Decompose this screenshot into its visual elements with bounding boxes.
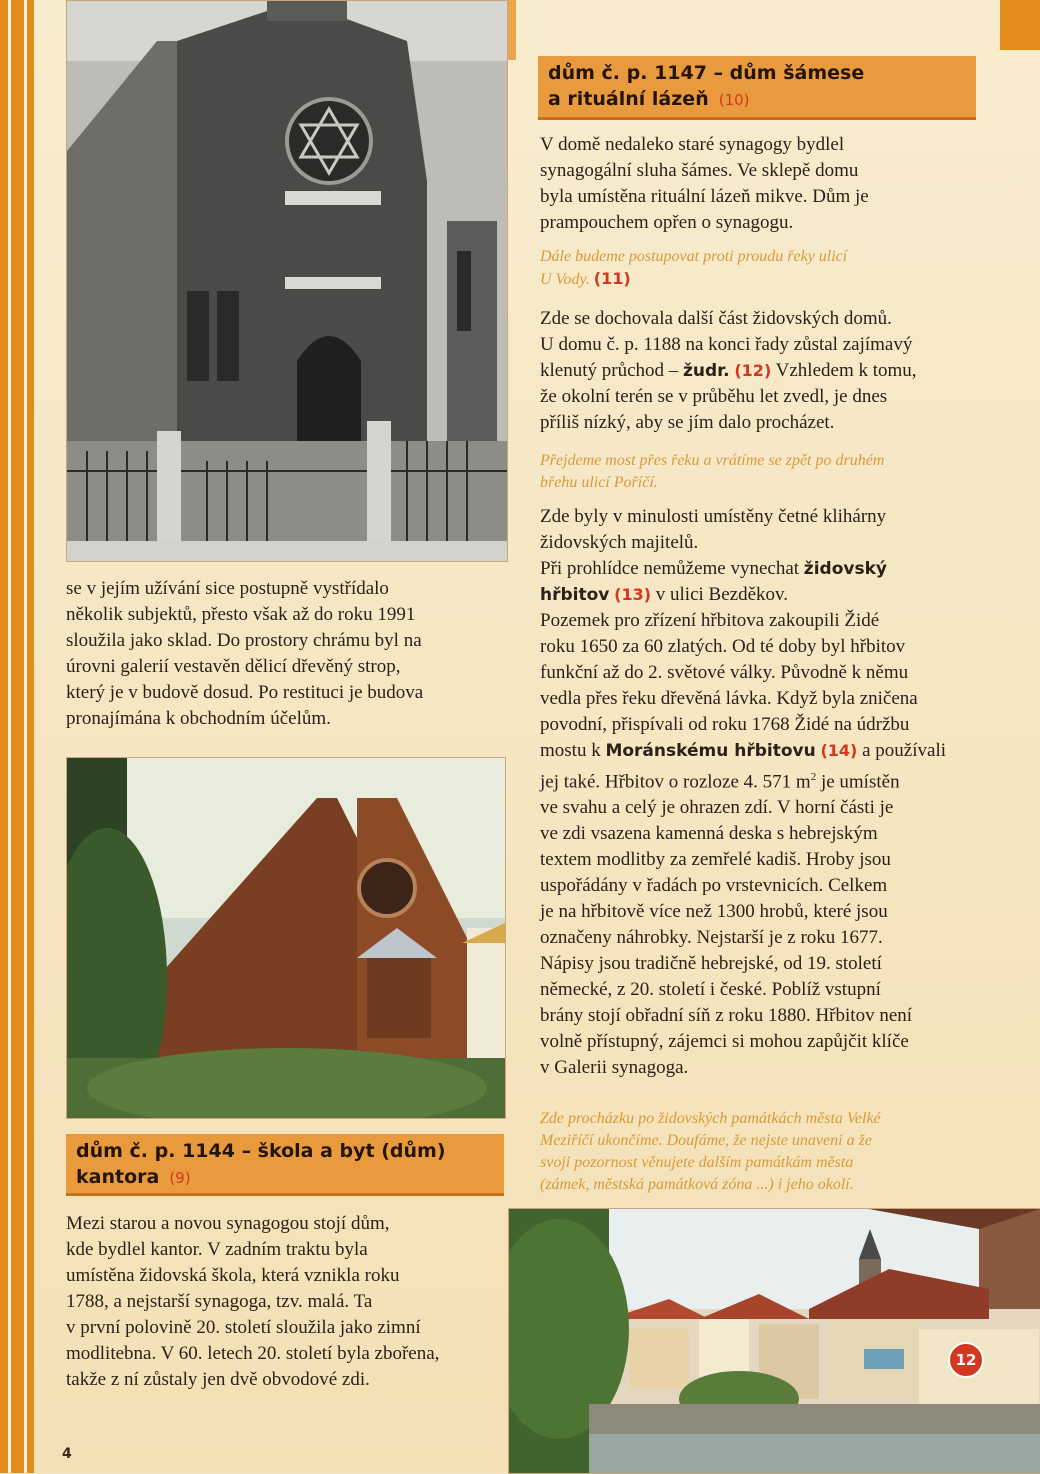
synagogue-usage-paragraph: [66, 576, 506, 732]
text-line: Mezi starou a novou synagogou stojí dům,: [66, 1213, 390, 1234]
bold-term: Moránskému hřbitovu: [605, 741, 816, 761]
bold-term: židovský: [803, 559, 887, 579]
text-line: německé, z 20. století i české. Poblíž vstupní: [540, 979, 881, 1001]
reference-number: (14): [820, 741, 858, 760]
text-line: [540, 358, 980, 384]
text-line: označeny náhrobky. Nejstarší je z roku 1677.: [540, 927, 883, 949]
page-number: 4: [62, 1446, 72, 1462]
text-line: [540, 764, 990, 795]
left-border-stripe: [0, 0, 34, 1473]
center-divider: [508, 0, 516, 60]
text-line: modlitebna. V 60. letech 20. století byla zbořena,: [66, 1343, 440, 1364]
heading-line-text: kantora: [76, 1166, 160, 1188]
top-right-accent: [1000, 0, 1040, 50]
route-note-end: [540, 1108, 990, 1196]
text-line: který je v budově dosud. Po restituci je budova: [66, 682, 424, 703]
text-line: židovských majitelů.: [540, 532, 699, 553]
text-fragment: jej také. Hřbitov o rozloze 4. 571 m: [540, 771, 811, 793]
text-line: několik subjektů, přesto však až do roku 1991: [66, 604, 416, 625]
heading-line: dům č. p. 1144 – škola a byt (dům): [76, 1140, 446, 1162]
note-line: (zámek, městská památková zóna ...) i jeho okolí.: [540, 1176, 854, 1193]
shames-paragraph: [540, 132, 980, 236]
text-line: pronajímána k obchodním účelům.: [66, 708, 331, 729]
text-line: brány stojí obřadní síň z roku 1880. Hřbitov není: [540, 1005, 913, 1027]
text-line: 1788, a nejstarší synagoga, tzv. malá. Ta: [66, 1291, 373, 1312]
superscript: 2: [810, 771, 817, 783]
note-line: břehu ulicí Poříčí.: [540, 474, 658, 491]
reference-number: (11): [593, 269, 631, 288]
text-line: příliš nízký, aby se jím dalo procházet.: [540, 412, 835, 433]
shames-house-heading: [538, 56, 976, 120]
text-fragment: v ulici Bezděkov.: [651, 584, 789, 605]
reference-number: (13): [614, 585, 652, 604]
text-line: Nápisy jsou tradičně hebrejské, od 19. století: [540, 953, 882, 975]
houses-paragraph: [540, 306, 980, 436]
reference-number: (12): [734, 361, 772, 380]
heading-line: [76, 1164, 494, 1191]
text-line: povodní, přispívali od roku 1768 Židé na údržbu: [540, 714, 910, 735]
text-line: v Galerii synagoga.: [540, 1057, 689, 1079]
reference-number: (10): [718, 91, 750, 109]
text-line: uspořádány v řadách po vrstevnicích. Celkem: [540, 875, 888, 897]
text-line: roku 1650 za 60 zlatých. Od té doby byl hřbitov: [540, 636, 906, 657]
reference-number: (9): [169, 1169, 191, 1187]
text-line: U domu č. p. 1188 na konci řady zůstal zajímavý: [540, 334, 913, 355]
text-line: textem modlitby za zemřelé kadiš. Hroby jsou: [540, 849, 891, 871]
heading-line: dům č. p. 1147 – dům šámese: [548, 62, 865, 84]
text-line: prampouchem opřen o synagogu.: [540, 212, 794, 233]
text-line: vedla přes řeku dřevěná lávka. Když byla zničena: [540, 688, 918, 709]
text-line: ve svahu a celý je ohrazen zdí. V horní části je: [540, 797, 894, 819]
text-line: [540, 582, 990, 608]
text-line: v první polovině 20. století sloužila jako zimní: [66, 1317, 421, 1338]
historic-synagogue-photo: [66, 0, 508, 562]
note-line: Dále budeme postupovat proti proudu řeky ulicí: [540, 248, 848, 265]
text-fragment: a používali: [857, 740, 946, 761]
route-note-bridge: [540, 450, 980, 494]
text-fragment: je umístěn: [816, 771, 900, 793]
cemetery-paragraph: [540, 504, 990, 1081]
location-badge: 12: [948, 1342, 984, 1378]
bold-term: žudr.: [683, 361, 730, 381]
note-line: svoji pozornost věnujete dalším památkám města: [540, 1154, 854, 1171]
note-line: Meziříčí ukončíme. Doufáme, že nejste unaveni a že: [540, 1132, 872, 1149]
bold-term: hřbitov: [540, 585, 610, 605]
heading-line: [548, 86, 966, 113]
text-fragment: klenutý průchod –: [540, 360, 684, 381]
text-line: V domě nedaleko staré synagogy bydlel: [540, 134, 845, 155]
text-line: je na hřbitově více než 1300 hrobů, které jsou: [540, 901, 888, 923]
text-line: že okolní terén se v průběhu let zvedl, je dnes: [540, 386, 888, 407]
text-line: úrovni galerií vestavěn dělicí dřevěný strop,: [66, 656, 401, 677]
text-line: [540, 738, 990, 764]
note-line: Zde procházku po židovských památkách města Velké: [540, 1110, 881, 1127]
note-line: [540, 268, 980, 291]
street-houses-photo: [508, 1208, 1040, 1474]
text-line: Pozemek pro zřízení hřbitova zakoupili Židé: [540, 610, 880, 631]
text-line: Zde se dochovala další část židovských domů.: [540, 308, 892, 329]
route-note-river: [540, 246, 980, 291]
text-line: byla umístěna rituální lázeň mikve. Dům je: [540, 186, 869, 207]
text-line: volně přístupný, zájemci si mohou zapůjčit klíče: [540, 1031, 909, 1053]
text-line: Zde byly v minulosti umístěny četné klihárny: [540, 506, 887, 527]
text-line: synagogální sluha šámes. Ve sklepě domu: [540, 160, 859, 181]
text-line: funkční až do 2. světové války. Původně k němu: [540, 662, 909, 683]
text-line: kde bydlel kantor. V zadním traktu byla: [66, 1239, 368, 1260]
note-line: Přejdeme most přes řeku a vrátíme se zpět po druhém: [540, 452, 885, 469]
text-fragment: Při prohlídce nemůžeme vynechat: [540, 558, 804, 579]
school-paragraph: [66, 1211, 506, 1393]
text-line: se v jejím užívání sice postupně vystřídalo: [66, 578, 389, 599]
text-fragment: mostu k: [540, 740, 606, 761]
text-line: ve zdi vsazena kamenná deska s hebrejským: [540, 823, 878, 845]
note-line-text: U Vody.: [540, 271, 590, 288]
text-line: takže z ní zůstaly jen dvě obvodové zdi.: [66, 1369, 370, 1390]
text-fragment: Vzhledem k tomu,: [771, 360, 917, 381]
text-line: umístěna židovská škola, která vznikla roku: [66, 1265, 400, 1286]
text-line: [540, 556, 990, 582]
school-heading: [66, 1134, 504, 1196]
text-line: sloužila jako sklad. Do prostory chrámu byl na: [66, 630, 422, 651]
synagogue-color-photo: [66, 757, 506, 1119]
heading-line-text: a rituální lázeň: [548, 88, 709, 110]
